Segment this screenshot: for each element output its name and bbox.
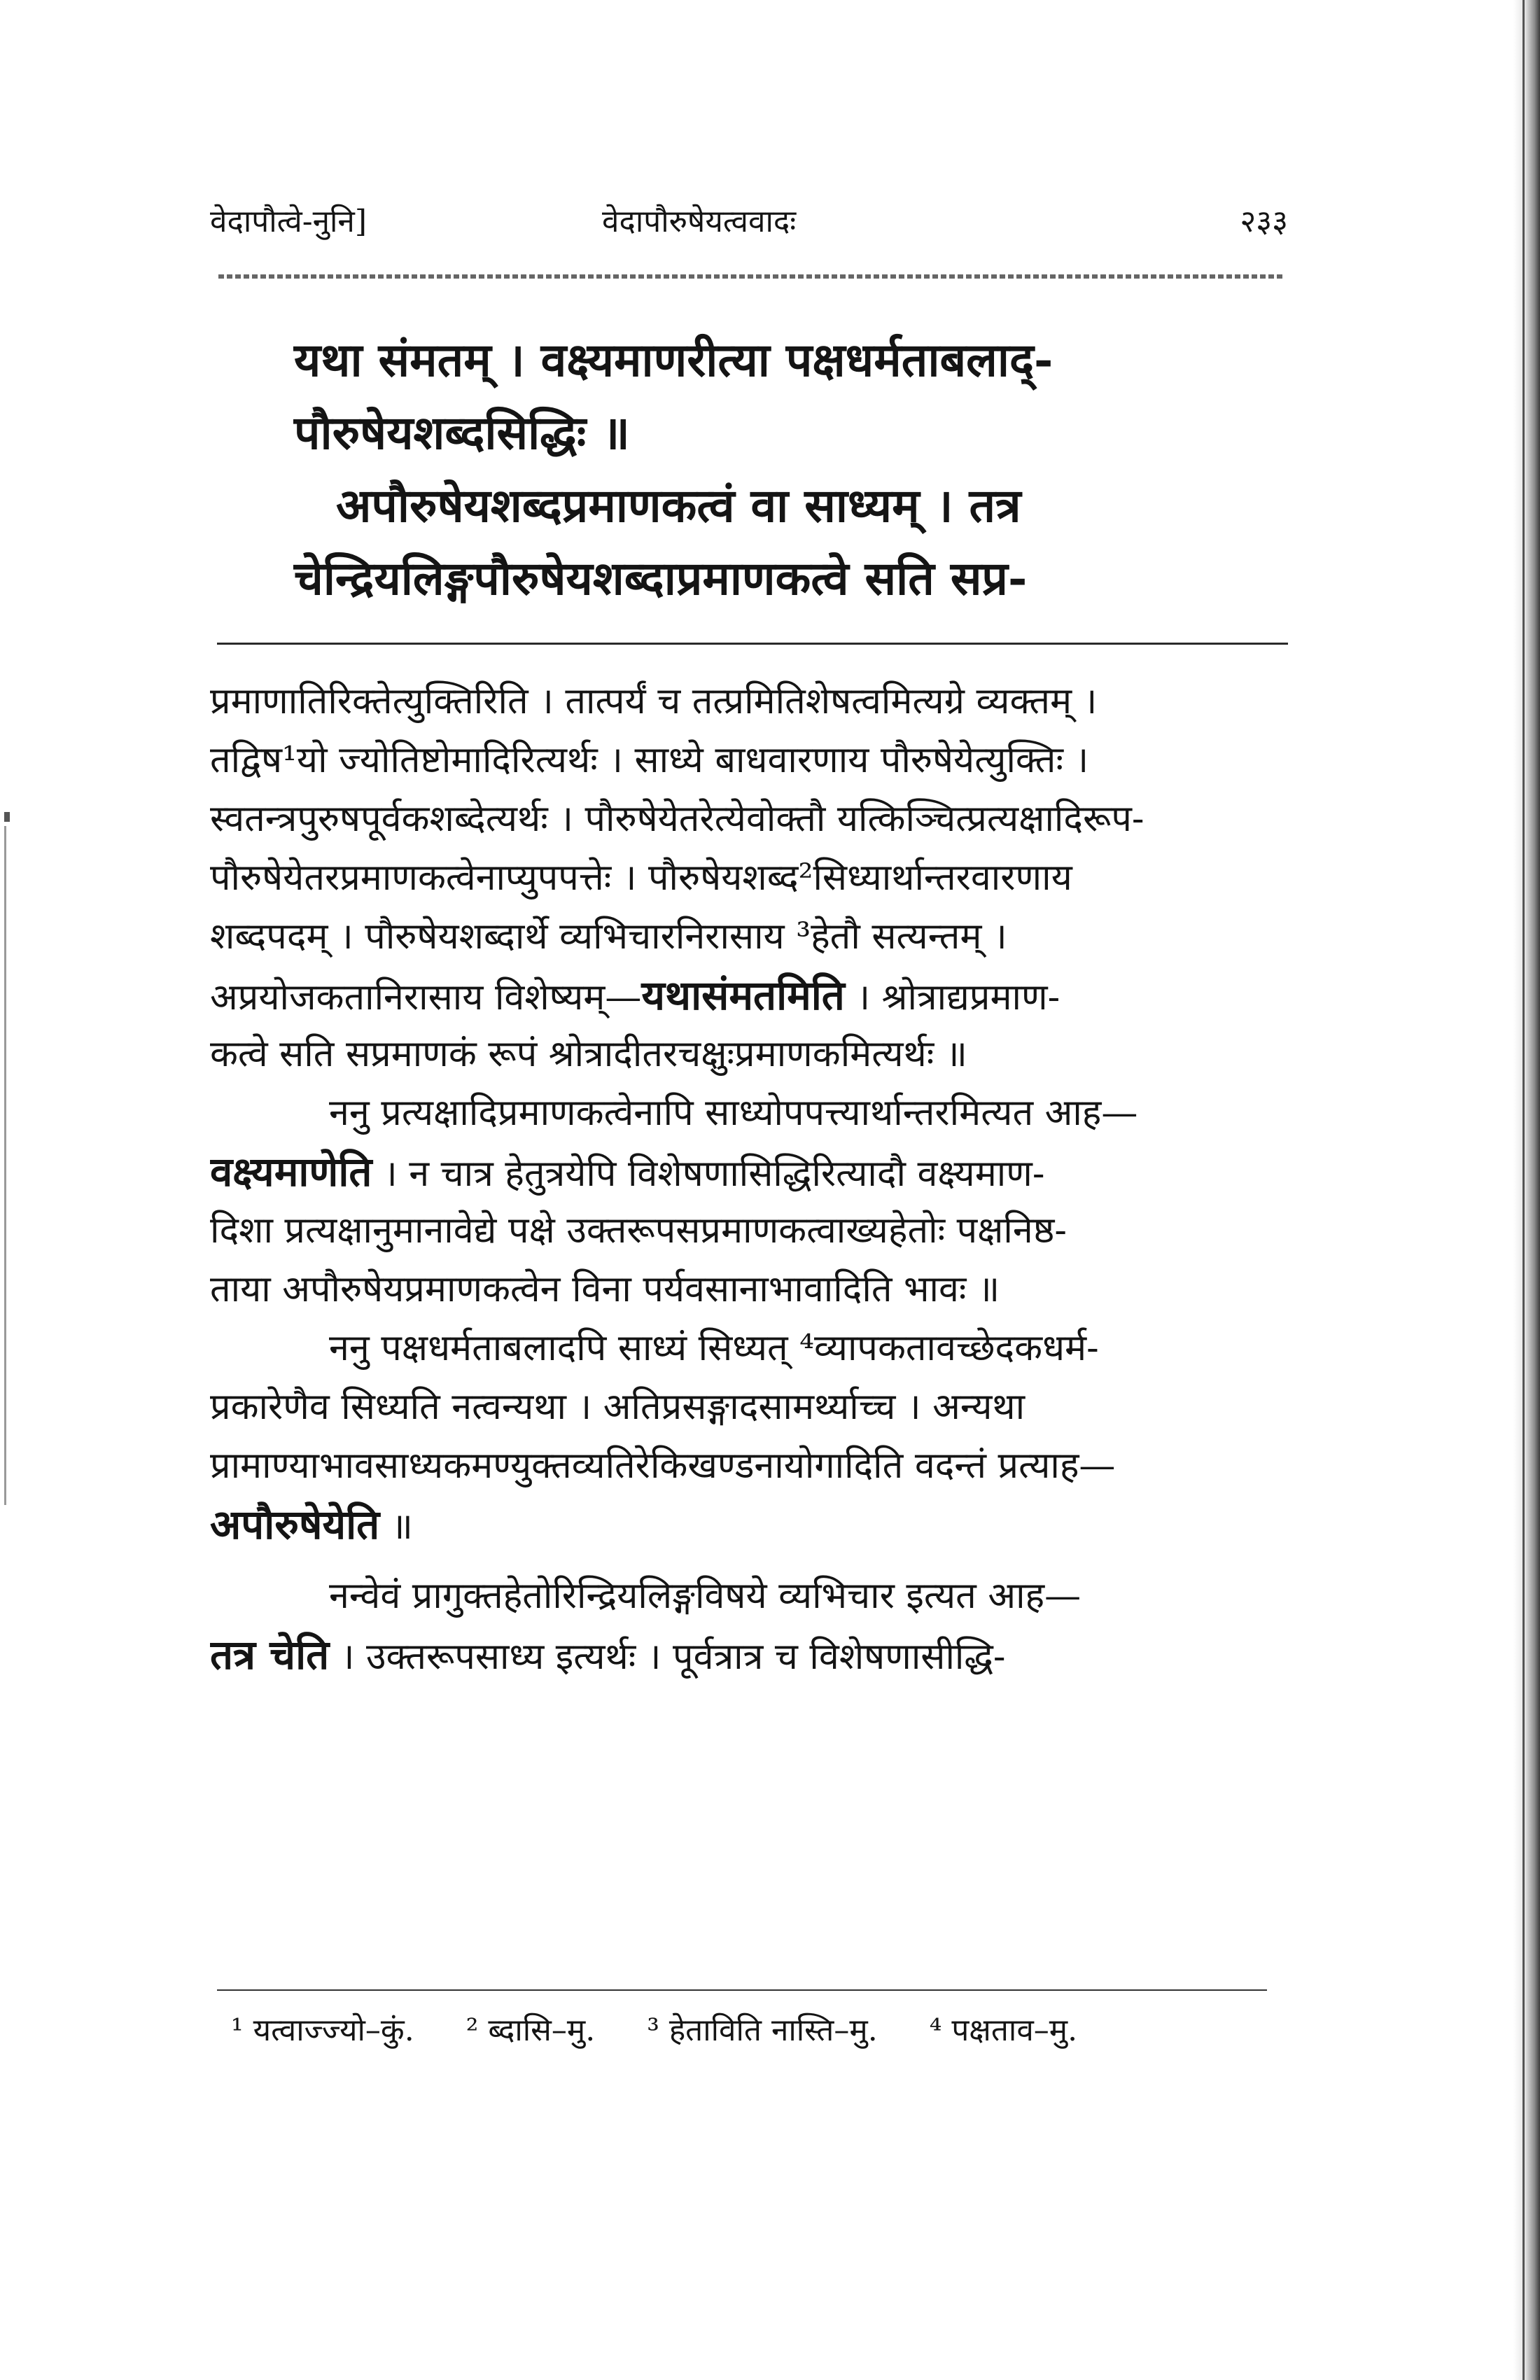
verse-line: पौरुषेयशब्दसिद्धिः ॥ bbox=[294, 405, 630, 460]
header-rule bbox=[218, 274, 1282, 279]
running-header bbox=[210, 199, 1288, 241]
text-run: । न चात्र हेतुत्रयेपि विशेषणासिद्धिरित्यादौ वक्ष्यमाण- bbox=[372, 1153, 1045, 1195]
commentary-line: नन्वेवं प्रागुक्तहेतोरिन्द्रियलिङ्गविषये व्यभिचार इत्यत आह— bbox=[329, 1575, 1082, 1617]
verse-line: अपौरुषेयशब्दप्रमाणकत्वं वा साध्यम् । तत्र bbox=[336, 478, 1021, 533]
commentary-paragraph bbox=[210, 672, 1288, 1084]
pratika-bold: यथासंमतमिति bbox=[641, 972, 845, 1019]
margin-mark bbox=[4, 826, 6, 1505]
pratika-bold: अपौरुषेयेति bbox=[210, 1501, 380, 1548]
verse-line: यथा संमतम् । वक्ष्यमाणरीत्या पक्षधर्मताबलाद्- bbox=[294, 332, 1054, 387]
commentary-line: प्रमाणातिरिक्तेत्युक्तिरिति । तात्पर्यं च तत्प्रमितिशेषत्वमित्यग्रे व्यक्तम् । bbox=[210, 680, 1098, 722]
commentary-line: प्रकारेणैव सिध्यति नत्वन्यथा । अतिप्रसङ्गादसामर्थ्याच्च । अन्यथा bbox=[210, 1386, 1026, 1428]
commentary-line: ताया अपौरुषेयप्रमाणकत्वेन विना पर्यवसानाभावादिति भावः ॥ bbox=[210, 1268, 1000, 1310]
commentary-line bbox=[210, 1495, 1288, 1554]
footnote: ² ब्दासि–मु. bbox=[465, 2012, 596, 2048]
commentary-line: दिशा प्रत्यक्षानुमानावेद्ये पक्षे उक्तरूपसप्रमाणकत्वाख्यहेतोः पक्षनिष्ठ- bbox=[210, 1210, 1067, 1252]
commentary-line: स्वतन्त्रपुरुषपूर्वकशब्देत्यर्थः । पौरुषेयेतरेत्येवोक्तौ यत्किञ्चित्प्रत्यक्षादिरूप- bbox=[210, 798, 1144, 840]
page-edge-shadow bbox=[1513, 0, 1540, 2380]
footnote: ⁴ पक्षताव–मु. bbox=[929, 2012, 1078, 2048]
verse-line: चेन्द्रियलिङ्गपौरुषेयशब्दाप्रमाणकत्वे सति सप्र- bbox=[294, 551, 1028, 606]
commentary-block bbox=[210, 672, 1288, 1684]
commentary-line bbox=[210, 1142, 1288, 1201]
verse-block bbox=[210, 323, 1288, 615]
verse-separator-rule bbox=[217, 643, 1288, 645]
commentary-line bbox=[210, 966, 1288, 1025]
page-number: २३३ bbox=[1240, 204, 1288, 239]
commentary-line: पौरुषेयेतरप्रमाणकत्वेनाप्युपपत्तेः । पौरुषेयशब्द²सिध्यार्थान्तरवारणाय bbox=[210, 857, 1072, 899]
header-left: वेदापौत्वे-नुनि] bbox=[210, 204, 368, 239]
text-run: अप्रयोजकतानिरासाय विशेष्यम्— bbox=[210, 976, 642, 1018]
footnotes bbox=[231, 2008, 1281, 2050]
text-run: । उक्तरूपसाध्य इत्यर्थः । पूर्वत्रात्र च विशेषणासीद्धि- bbox=[329, 1636, 1006, 1678]
commentary-paragraph bbox=[210, 1319, 1288, 1554]
footnote: ¹ यत्वाज्ज्यो–कुं. bbox=[231, 2012, 414, 2048]
commentary-line: शब्दपदम् । पौरुषेयशब्दार्थे व्यभिचारनिरासाय ³हेतौ सत्यन्तम् । bbox=[210, 916, 1007, 958]
commentary-paragraph bbox=[210, 1084, 1288, 1319]
commentary-line: तद्विष¹यो ज्योतिष्टोमादिरित्यर्थः । साध्ये बाधवारणाय पौरुषेयेत्युक्तिः । bbox=[210, 739, 1089, 781]
commentary-line: प्रामाण्याभावसाध्यकमण्युक्तव्यतिरेकिखण्डनायोगादिति वदन्तं प्रत्याह— bbox=[210, 1445, 1116, 1487]
margin-mark bbox=[4, 812, 10, 822]
commentary-line: ननु पक्षधर्मताबलादपि साध्यं सिध्यत् ⁴व्यापकतावच्छेदकधर्म- bbox=[329, 1327, 1099, 1369]
text-run: ॥ bbox=[379, 1506, 413, 1548]
page-binding-line bbox=[1522, 0, 1525, 2380]
text-run: । श्रोत्राद्यप्रमाण- bbox=[844, 976, 1060, 1018]
commentary-paragraph bbox=[210, 1567, 1288, 1684]
footnote-rule bbox=[217, 1989, 1267, 1991]
commentary-line: कत्वे सति सप्रमाणकं रूपं श्रोत्रादीतरचक्षुःप्रमाणकमित्यर्थः ॥ bbox=[210, 1033, 967, 1075]
commentary-line: ननु प्रत्यक्षादिप्रमाणकत्वेनापि साध्योपपत्त्यार्थान्तरमित्यत आह— bbox=[329, 1092, 1138, 1134]
footnote: ³ हेताविति नास्ति–मु. bbox=[647, 2012, 878, 2048]
pratika-bold: वक्ष्यमाणेति bbox=[210, 1148, 372, 1196]
commentary-line bbox=[210, 1625, 1288, 1684]
header-title: वेदापौरुषेयत्ववादः bbox=[602, 204, 797, 239]
pratika-bold: तत्र चेति bbox=[210, 1631, 330, 1679]
